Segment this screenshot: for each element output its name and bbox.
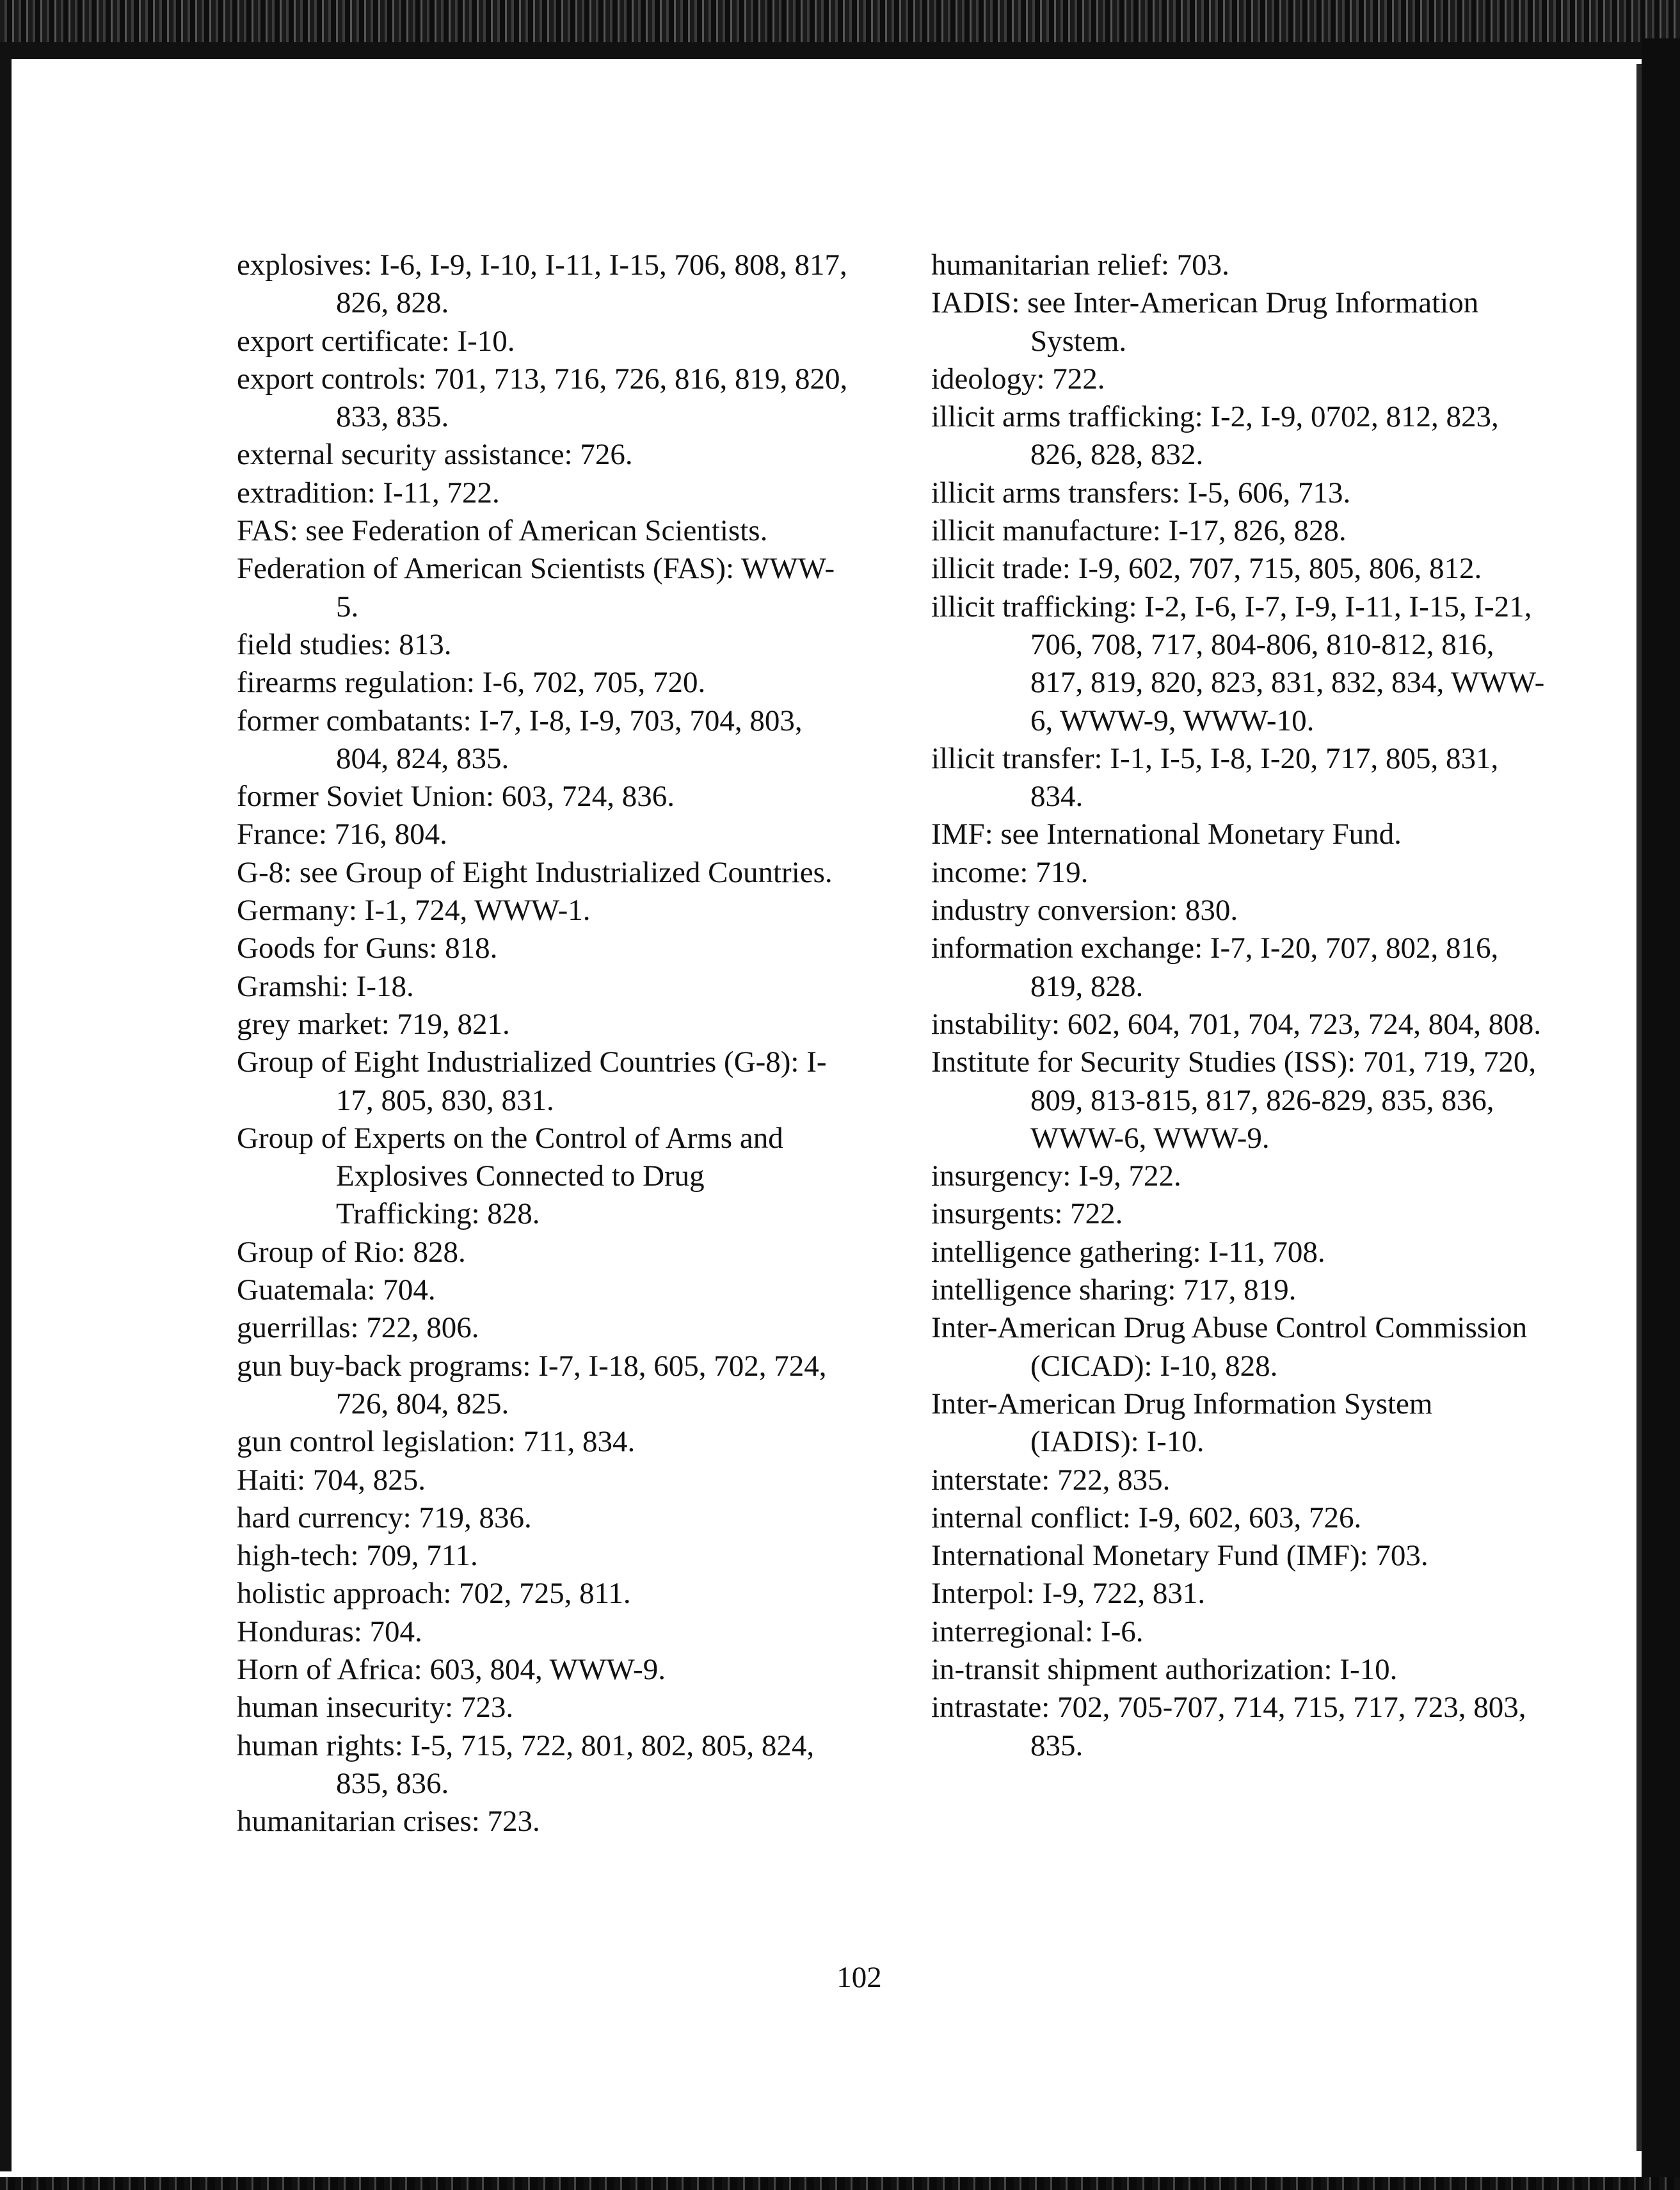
index-entry: interregional: I-6. [931, 1614, 1144, 1648]
index-entry: high-tech: 709, 711. [237, 1539, 478, 1573]
index-entry: export controls: 701, 713, 716, 726, 816, 819, 820, 833, 835. [237, 362, 848, 434]
index-entry: field studies: 813. [237, 627, 452, 661]
index-entry: industry conversion: 830. [931, 894, 1238, 928]
index-entry: intrastate: 702, 705-707, 714, 715, 717, 723, 803, 835. [931, 1691, 1526, 1762]
index-entry: human rights: I-5, 715, 722, 801, 802, 805, 824, 835, 836. [237, 1728, 815, 1800]
index-entry: internal conflict: I-9, 602, 603, 726. [931, 1501, 1362, 1534]
index-entry: Horn of Africa: 603, 804, WWW-9. [237, 1652, 666, 1686]
index-entry: humanitarian relief: 703. [931, 248, 1229, 282]
index-entry: ideology: 722. [931, 362, 1105, 396]
index-entry: export certificate: I-10. [237, 324, 515, 358]
index-entry: intelligence sharing: 717, 819. [931, 1273, 1297, 1307]
index-entry: illicit manufacture: I-17, 826, 828. [931, 514, 1347, 548]
index-entry: IADIS: see Inter-American Drug Information System. [931, 286, 1479, 358]
index-entry: interstate: 722, 835. [931, 1463, 1171, 1497]
scan-border-top [0, 0, 1680, 59]
index-entry: Germany: I-1, 724, WWW-1. [237, 894, 591, 928]
index-entry: guerrillas: 722, 806. [237, 1311, 479, 1345]
index-entry: information exchange: I-7, I-20, 707, 802, 816, 819, 828. [931, 931, 1499, 1003]
index-entry: former combatants: I-7, I-8, I-9, 703, 704, 803, 804, 824, 835. [237, 704, 803, 775]
index-entry: Institute for Security Studies (ISS): 701, 719, 720, 809, 813-815, 817, 826-829, 835, 836, WWW-6, WWW-9. [931, 1045, 1537, 1155]
index-entry: instability: 602, 604, 701, 704, 723, 724, 804, 808. [931, 1007, 1542, 1041]
index-entry: Group of Eight Industrialized Countries (G-8): I-17, 805, 830, 831. [237, 1045, 827, 1117]
index-entry: Goods for Guns: 818. [237, 931, 498, 965]
index-entry: illicit trafficking: I-2, I-6, I-7, I-9, I-11, I-15, I-21, 706, 708, 717, 804-806, 810-812, 816, 817, 819, 820, 823, 831, 832, 834, WWW-6, WWW-9, WWW-10. [931, 590, 1545, 737]
index-entry: holistic approach: 702, 725, 811. [237, 1577, 631, 1611]
index-entry: former Soviet Union: 603, 724, 836. [237, 780, 675, 814]
index-entry: gun control legislation: 711, 834. [237, 1425, 636, 1459]
index-entry: intelligence gathering: I-11, 708. [931, 1235, 1325, 1269]
index-entry: income: 719. [931, 855, 1089, 889]
index-entry: illicit arms transfers: I-5, 606, 713. [931, 476, 1351, 510]
index-entry: grey market: 719, 821. [237, 1007, 510, 1041]
index-entry: humanitarian crises: 723. [237, 1805, 540, 1839]
index-entry: illicit trade: I-9, 602, 707, 715, 805, 806, 812. [931, 552, 1482, 586]
scan-border-right [1642, 38, 1680, 2190]
index-entry: G-8: see Group of Eight Industrialized Countries. [237, 855, 833, 889]
index-entry: Interpol: I-9, 722, 831. [931, 1577, 1206, 1611]
index-entry: hard currency: 719, 836. [237, 1501, 532, 1534]
index-entry: in-transit shipment authorization: I-10. [931, 1652, 1398, 1686]
index-entry: illicit transfer: I-1, I-5, I-8, I-20, 717, 805, 831, 834. [931, 741, 1499, 814]
page-number: 102 [836, 1961, 882, 1994]
index-entry: Honduras: 704. [237, 1614, 422, 1648]
scan-border-left [0, 59, 12, 2171]
index-entry: IMF: see International Monetary Fund. [931, 817, 1402, 851]
index-entry: external security assistance: 726. [237, 438, 633, 472]
index-column-left [237, 246, 851, 1840]
index-entry: explosives: I-6, I-9, I-10, I-11, I-15, 706, 808, 817, 826, 828. [237, 248, 847, 320]
index-entry: Inter-American Drug Information System (IADIS): I-10. [931, 1387, 1433, 1459]
index-entry: human insecurity: 723. [237, 1691, 514, 1725]
index-entry: FAS: see Federation of American Scientists. [237, 514, 768, 548]
index-entry: Federation of American Scientists (FAS): WWW-5. [237, 552, 835, 624]
index-entry: Inter-American Drug Abuse Control Commission (CICAD): I-10, 828. [931, 1311, 1528, 1383]
index-entry: insurgents: 722. [931, 1197, 1123, 1231]
index-entry: France: 716, 804. [237, 817, 447, 851]
index-entry: insurgency: I-9, 722. [931, 1159, 1181, 1193]
index-entry: illicit arms trafficking: I-2, I-9, 0702, 812, 823, 826, 828, 832. [931, 400, 1499, 472]
index-entry: Group of Experts on the Control of Arms and Explosives Connected to Drug Trafficking: 828. [237, 1121, 783, 1231]
index-entry: Haiti: 704, 825. [237, 1463, 426, 1497]
index-entry: firearms regulation: I-6, 702, 705, 720. [237, 666, 706, 700]
scan-border-bottom [0, 2177, 1680, 2190]
index-entry: International Monetary Fund (IMF): 703. [931, 1539, 1428, 1573]
index-entry: Guatemala: 704. [237, 1273, 436, 1307]
index-column-right [931, 246, 1546, 1765]
index-entry: Group of Rio: 828. [237, 1235, 466, 1269]
index-entry: Gramshi: I-18. [237, 969, 414, 1003]
index-entry: gun buy-back programs: I-7, I-18, 605, 702, 724, 726, 804, 825. [237, 1349, 827, 1421]
index-entry: extradition: I-11, 722. [237, 476, 500, 510]
